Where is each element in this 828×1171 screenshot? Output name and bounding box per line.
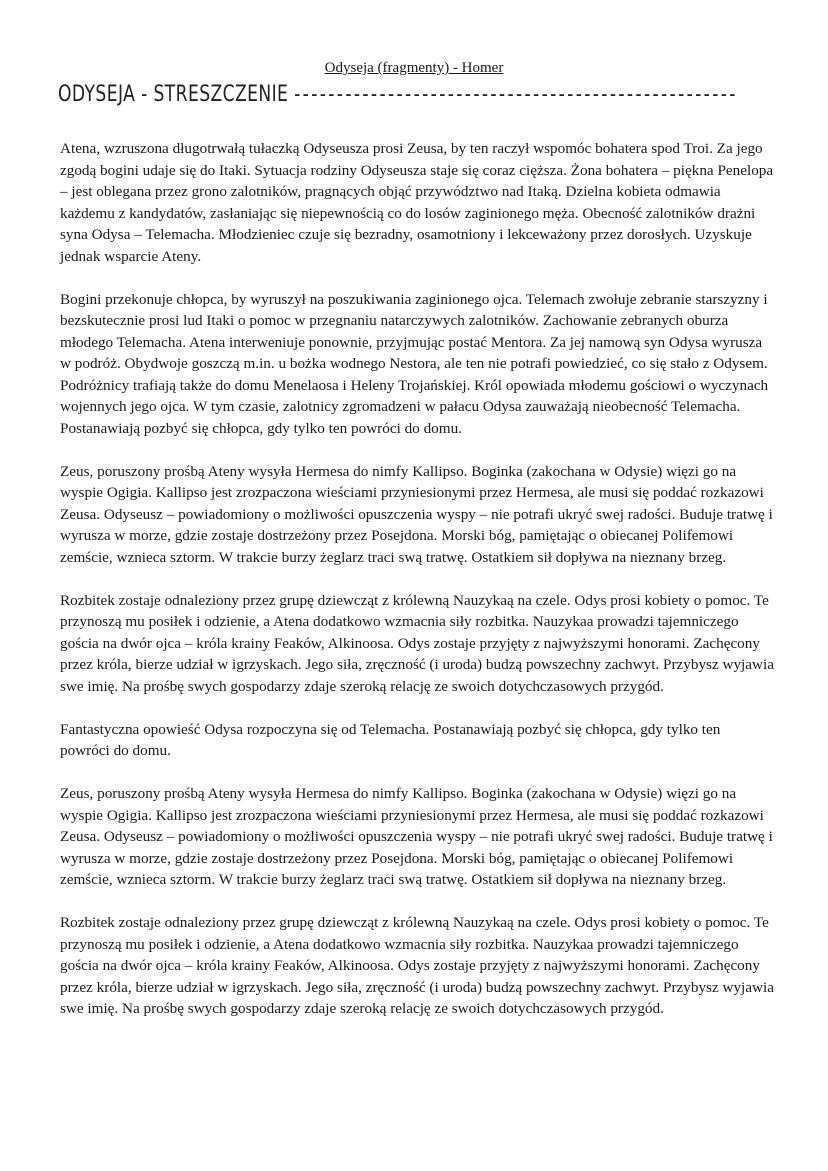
paragraph-line: każdemu z kandydatów, zasłaniając się niepewnością co do losów zaginionego męża. Obecność zalotników drażni [60, 204, 756, 222]
paragraph-line: bezskutecznie prosi lud Itaki o pomoc w przegnaniu natarczywych zalotników. Zachowanie zebranych oburza [60, 312, 729, 329]
paragraph [60, 461, 790, 569]
summary-body [60, 138, 790, 1041]
paragraph-line: Zeus, poruszony prośbą Ateny wysyła Hermesa do nimfy Kallipso. Boginka (zakochana w Odysie) więzi go na [60, 462, 737, 480]
paragraph-line: Zeusa. Odyseusz – powiadomiony o możliwości opuszczenia wyspy – nie potrafi ukryć swej radości. Buduje tratwę i [60, 505, 773, 523]
paragraph-line: zemście, wznieca sztorm. W trakcie burzy żeglarz traci swą tratwę. Ostatkiem sił dopływa na nieznany brzeg. [60, 871, 727, 888]
paragraph-line: syna Odysa – Telemacha. Młodzieniec czuje się bezradny, osamotniony i lekceważony przez dorosłych. Uzyskuje [60, 226, 752, 243]
paragraph-line: Bogini przekonuje chłopca, by wyruszył na poszukiwania zaginionego ojca. Telemach zwołuje zebranie starszyzny i [60, 290, 768, 308]
paragraph-line: Fantastyczna opowieść Odysa rozpoczyna się od Telemacha. Postanawiają pozbyć się chłopca, gdy tylko ten [60, 720, 721, 738]
paragraph-line: wyspie Ogigia. Kallipso jest zrozpaczona wieściami przyniesionymi przez Hermesa, ale musi się poddać rozkazowi [60, 806, 764, 824]
heading-dashed-rule: ---------------------------------------------------- [294, 82, 738, 107]
paragraph-line: swe imię. Na prośbę swych gospodarzy zdaje szeroką relację ze swoich dotychczasowych przygód. [60, 677, 664, 695]
paragraph-line: w podróż. Obydwoje goszczą m.in. u bożka wodnego Nestora, ale ten nie potrafi powiedzieć, co się stało z Odysem. [60, 355, 768, 372]
paragraph-line: wyspie Ogigia. Kallipso jest zrozpaczona wieściami przyniesionymi przez Hermesa, ale musi się poddać rozkazowi [60, 484, 764, 501]
paragraph [60, 590, 790, 698]
paragraph-line: – jest oblegana przez grono zalotników, pragnących objąć przywództwo nad Itaką. Dzielna kobieta odmawia [60, 183, 721, 200]
document-title: Odyseja (fragmenty) - Homer [324, 60, 504, 76]
paragraph-line: jednak wsparcie Ateny. [60, 247, 202, 265]
paragraph-line: gościa na dwór ojca – króla krainy Feaków, Alkinoosa. Odys zostaje przyjęty z najwyższymi honorami. Zachęcony [60, 957, 760, 974]
paragraph-line: Postanawiają pozbyć się chłopca, gdy tylko ten powróci do domu. [60, 419, 462, 437]
paragraph-line: zemście, wznieca sztorm. W trakcie burzy żeglarz traci swą tratwę. Ostatkiem sił dopływa na nieznany brzeg. [60, 548, 727, 566]
paragraph-line: przynoszą mu posiłek i odzienie, a Atena dodatkowo wzmacnia siły rozbitka. Nauzykaa prowadzi tajemniczego [60, 613, 739, 630]
paragraph-line: przynoszą mu posiłek i odzienie, a Atena dodatkowo wzmacnia siły rozbitka. Nauzykaa prowadzi tajemniczego [60, 935, 739, 953]
paragraph-line: wyrusza w morze, gdzie zostaje dostrzeżony przez Posejdona. Morski bóg, pamiętając o obiecanej Polifemowi [60, 849, 734, 867]
paragraph-line: przez króla, bierze udział w igrzyskach. Jego siła, zręczność (i uroda) budzą powszechny zachwyt. Przybysz wyjawia [60, 978, 774, 996]
paragraph [60, 289, 790, 440]
paragraph [60, 138, 790, 267]
paragraph [60, 912, 790, 1020]
paragraph-line: przez króla, bierze udział w igrzyskach. Jego siła, zręczność (i uroda) budzą powszechny zachwyt. Przybysz wyjawia [60, 656, 774, 673]
section-heading-text: ODYSEJA - STRESZCZENIE [58, 82, 289, 107]
paragraph-line: Rozbitek zostaje odnaleziony przez grupę dziewcząt z królewną Nauzykaą na czele. Odys prosi kobiety o pomoc. Te [60, 914, 769, 931]
paragraph-line: Zeus, poruszony prośbą Ateny wysyła Hermesa do nimfy Kallipso. Boginka (zakochana w Odysie) więzi go na [60, 785, 737, 802]
paragraph-line: powróci do domu. [60, 742, 171, 759]
paragraph-line: wojennych jego ojca. W tym czasie, zalotnicy zgromadzeni w pałacu Odysa zauważają nieobecność Telemacha. [60, 398, 741, 415]
paragraph-line: młodego Telemacha. Atena interweniuje ponownie, przyjmując postać Mentora. Za jej namową syn Odysa wyrusza [60, 333, 763, 351]
paragraph-line: gościa na dwór ojca – króla krainy Feaków, Alkinoosa. Odys zostaje przyjęty z najwyższymi honorami. Zachęcony [60, 634, 760, 652]
paragraph-line: swe imię. Na prośbę swych gospodarzy zdaje szeroką relację ze swoich dotychczasowych przygód. [60, 1000, 664, 1017]
section-heading [58, 82, 738, 107]
paragraph [60, 783, 790, 891]
paragraph-line: wyrusza w morze, gdzie zostaje dostrzeżony przez Posejdona. Morski bóg, pamiętając o obiecanej Polifemowi [60, 527, 734, 544]
paragraph-line: Podróżnicy trafiają także do domu Menelaosa i Heleny Trojańskiej. Król opowiada młodemu gościowi o wyczynach [60, 376, 769, 394]
paragraph-line: Zeusa. Odyseusz – powiadomiony o możliwości opuszczenia wyspy – nie potrafi ukryć swej radości. Buduje tratwę i [60, 828, 773, 845]
paragraph-line: Atena, wzruszona długotrwałą tułaczką Odyseusza prosi Zeusa, by ten raczył wspomóc bohatera spod Troi. Za jego [60, 140, 763, 157]
paragraph [60, 719, 790, 762]
paragraph-line: Rozbitek zostaje odnaleziony przez grupę dziewcząt z królewną Nauzykaą na czele. Odys prosi kobiety o pomoc. Te [60, 591, 769, 609]
paragraph-line: zgodą bogini udaje się do Itaki. Sytuacja rodziny Odyseusza staje się coraz cięższa. Żona bohatera – piękna Penelopa [60, 161, 774, 179]
